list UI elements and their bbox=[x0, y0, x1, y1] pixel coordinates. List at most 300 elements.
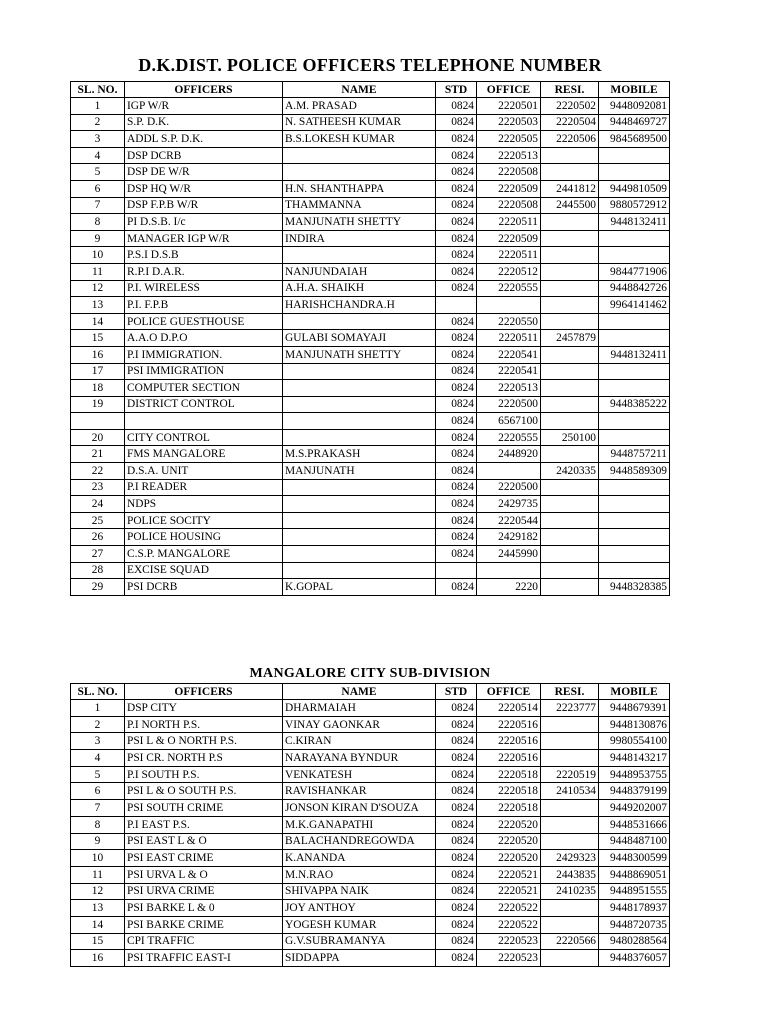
name-cell bbox=[283, 396, 436, 413]
name-cell: SIDDAPPA bbox=[283, 950, 436, 967]
page-title: D.K.DIST. POLICE OFFICERS TELEPHONE NUMBER bbox=[138, 55, 602, 75]
mobile-cell: 9448130876 bbox=[599, 716, 670, 733]
table-row bbox=[71, 263, 670, 280]
name-cell: M.N.RAO bbox=[283, 866, 436, 883]
std-cell: 0824 bbox=[436, 131, 477, 148]
resi-cell bbox=[541, 263, 599, 280]
column-header-sl-no: SL. NO. bbox=[71, 82, 125, 98]
mobile-cell bbox=[599, 512, 670, 529]
officer-cell: PSI TRAFFIC EAST-I bbox=[125, 950, 283, 967]
office-cell: 2220501 bbox=[477, 98, 541, 115]
office-cell: 2445990 bbox=[477, 546, 541, 563]
name-cell bbox=[283, 429, 436, 446]
office-cell: 2220522 bbox=[477, 900, 541, 917]
office-cell: 2220516 bbox=[477, 750, 541, 767]
resi-cell bbox=[541, 916, 599, 933]
officer-cell: DSP DE W/R bbox=[125, 164, 283, 181]
std-cell: 0824 bbox=[436, 529, 477, 546]
table-row bbox=[71, 147, 670, 164]
std-cell: 0824 bbox=[436, 247, 477, 264]
sl-no-cell: 16 bbox=[71, 346, 125, 363]
sl-no-cell: 10 bbox=[71, 247, 125, 264]
table-row bbox=[71, 933, 670, 950]
sl-no-cell: 17 bbox=[71, 363, 125, 380]
mobile-cell: 9448842726 bbox=[599, 280, 670, 297]
sl-no-cell: 6 bbox=[71, 783, 125, 800]
name-cell bbox=[283, 313, 436, 330]
name-cell: HARISHCHANDRA.H bbox=[283, 297, 436, 314]
table-row bbox=[71, 363, 670, 380]
office-cell: 2429182 bbox=[477, 529, 541, 546]
office-cell: 2220516 bbox=[477, 716, 541, 733]
officer-cell: FMS MANGALORE bbox=[125, 446, 283, 463]
officer-cell: POLICE GUESTHOUSE bbox=[125, 313, 283, 330]
resi-cell: 2429323 bbox=[541, 850, 599, 867]
office-cell: 2220550 bbox=[477, 313, 541, 330]
officer-cell: P.I IMMIGRATION. bbox=[125, 346, 283, 363]
resi-cell bbox=[541, 247, 599, 264]
sl-no-cell: 4 bbox=[71, 147, 125, 164]
std-cell: 0824 bbox=[436, 180, 477, 197]
std-cell: 0824 bbox=[436, 816, 477, 833]
officer-cell: PSI SOUTH CRIME bbox=[125, 800, 283, 817]
sl-no-cell: 1 bbox=[71, 98, 125, 115]
officer-cell: P.I. WIRELESS bbox=[125, 280, 283, 297]
resi-cell bbox=[541, 346, 599, 363]
resi-cell bbox=[541, 230, 599, 247]
table-header-row bbox=[71, 82, 670, 98]
mobile-cell bbox=[599, 363, 670, 380]
resi-cell: 2441812 bbox=[541, 180, 599, 197]
sl-no-cell: 19 bbox=[71, 396, 125, 413]
std-cell: 0824 bbox=[436, 330, 477, 347]
resi-cell: 2410534 bbox=[541, 783, 599, 800]
std-cell: 0824 bbox=[436, 463, 477, 480]
officer-cell: C.S.P. MANGALORE bbox=[125, 546, 283, 563]
column-header-officer: OFFICERS bbox=[125, 684, 283, 700]
officer-cell: PSI EAST L & O bbox=[125, 833, 283, 850]
mobile-cell: 9448487100 bbox=[599, 833, 670, 850]
officer-cell: A.A.O D.P.O bbox=[125, 330, 283, 347]
office-cell: 2220520 bbox=[477, 850, 541, 867]
name-cell: JONSON KIRAN D'SOUZA bbox=[283, 800, 436, 817]
mobile-cell: 9480288564 bbox=[599, 933, 670, 950]
office-cell: 2220514 bbox=[477, 700, 541, 717]
table-row bbox=[71, 164, 670, 181]
resi-cell bbox=[541, 297, 599, 314]
table-row bbox=[71, 850, 670, 867]
sl-no-cell: 15 bbox=[71, 330, 125, 347]
officer-cell: EXCISE SQUAD bbox=[125, 562, 283, 579]
sl-no-cell: 9 bbox=[71, 833, 125, 850]
name-cell: B.S.LOKESH KUMAR bbox=[283, 131, 436, 148]
officer-cell: PSI CR. NORTH P.S bbox=[125, 750, 283, 767]
resi-cell bbox=[541, 363, 599, 380]
sl-no-cell: 12 bbox=[71, 280, 125, 297]
officer-cell: P.I EAST P.S. bbox=[125, 816, 283, 833]
office-cell: 2220520 bbox=[477, 816, 541, 833]
name-cell: A.H.A. SHAIKH bbox=[283, 280, 436, 297]
mobile-cell bbox=[599, 546, 670, 563]
table-row bbox=[71, 214, 670, 231]
mobile-cell bbox=[599, 479, 670, 496]
mobile-cell bbox=[599, 164, 670, 181]
table-row bbox=[71, 446, 670, 463]
column-header-office: OFFICE bbox=[477, 684, 541, 700]
sl-no-cell: 22 bbox=[71, 463, 125, 480]
office-cell: 2220 bbox=[477, 579, 541, 596]
resi-cell bbox=[541, 716, 599, 733]
resi-cell bbox=[541, 562, 599, 579]
office-cell: 2220513 bbox=[477, 147, 541, 164]
name-cell: N. SATHEESH KUMAR bbox=[283, 114, 436, 131]
std-cell: 0824 bbox=[436, 197, 477, 214]
office-cell: 2220522 bbox=[477, 916, 541, 933]
officer-cell: PSI IMMIGRATION bbox=[125, 363, 283, 380]
officer-cell: PSI L & O SOUTH P.S. bbox=[125, 783, 283, 800]
std-cell: 0824 bbox=[436, 313, 477, 330]
sl-no-cell: 2 bbox=[71, 716, 125, 733]
std-cell: 0824 bbox=[436, 230, 477, 247]
std-cell: 0824 bbox=[436, 280, 477, 297]
table-row bbox=[71, 230, 670, 247]
sl-no-cell: 23 bbox=[71, 479, 125, 496]
office-cell: 2220555 bbox=[477, 429, 541, 446]
mobile-cell: 9880572912 bbox=[599, 197, 670, 214]
officer-cell: IGP W/R bbox=[125, 98, 283, 115]
sl-no-cell: 15 bbox=[71, 933, 125, 950]
table-row bbox=[71, 346, 670, 363]
mobile-cell: 9964141462 bbox=[599, 297, 670, 314]
name-cell bbox=[283, 147, 436, 164]
sl-no-cell: 27 bbox=[71, 546, 125, 563]
resi-cell bbox=[541, 512, 599, 529]
mobile-cell: 9448092081 bbox=[599, 98, 670, 115]
mobile-cell: 9448132411 bbox=[599, 214, 670, 231]
mobile-cell bbox=[599, 496, 670, 513]
table-row bbox=[71, 579, 670, 596]
std-cell: 0824 bbox=[436, 263, 477, 280]
mobile-cell: 9448132411 bbox=[599, 346, 670, 363]
resi-cell bbox=[541, 479, 599, 496]
table-row bbox=[71, 479, 670, 496]
officer-cell: DSP CITY bbox=[125, 700, 283, 717]
sl-no-cell: 11 bbox=[71, 866, 125, 883]
table-row bbox=[71, 900, 670, 917]
officer-cell: PSI BARKE L & 0 bbox=[125, 900, 283, 917]
office-cell: 2220511 bbox=[477, 214, 541, 231]
column-header-std: STD bbox=[436, 82, 477, 98]
sl-no-cell: 6 bbox=[71, 180, 125, 197]
office-cell: 2220505 bbox=[477, 131, 541, 148]
table-row bbox=[71, 297, 670, 314]
std-cell: 0824 bbox=[436, 716, 477, 733]
table-row bbox=[71, 833, 670, 850]
sl-no-cell: 8 bbox=[71, 816, 125, 833]
mobile-cell: 9448300599 bbox=[599, 850, 670, 867]
table-row bbox=[71, 380, 670, 397]
table-row bbox=[71, 783, 670, 800]
office-cell: 2220518 bbox=[477, 800, 541, 817]
section-title: MANGALORE CITY SUB-DIVISION bbox=[249, 666, 491, 681]
std-cell: 0824 bbox=[436, 900, 477, 917]
name-cell: K.ANANDA bbox=[283, 850, 436, 867]
officer-cell: PSI L & O NORTH P.S. bbox=[125, 733, 283, 750]
name-cell bbox=[283, 380, 436, 397]
office-cell: 2448920 bbox=[477, 446, 541, 463]
name-cell bbox=[283, 529, 436, 546]
mobile-cell: 9448757211 bbox=[599, 446, 670, 463]
sl-no-cell: 10 bbox=[71, 850, 125, 867]
officer-cell: S.P. D.K. bbox=[125, 114, 283, 131]
table-row bbox=[71, 247, 670, 264]
column-header-std: STD bbox=[436, 684, 477, 700]
std-cell: 0824 bbox=[436, 883, 477, 900]
resi-cell bbox=[541, 147, 599, 164]
officer-cell: PSI EAST CRIME bbox=[125, 850, 283, 867]
table-row bbox=[71, 716, 670, 733]
std-cell: 0824 bbox=[436, 546, 477, 563]
officer-cell: PSI URVA CRIME bbox=[125, 883, 283, 900]
office-cell: 2220509 bbox=[477, 230, 541, 247]
officers-phone-table bbox=[70, 81, 670, 596]
resi-cell: 2445500 bbox=[541, 197, 599, 214]
office-cell: 2220544 bbox=[477, 512, 541, 529]
resi-cell: 2223777 bbox=[541, 700, 599, 717]
std-cell: 0824 bbox=[436, 164, 477, 181]
officer-cell: P.S.I D.S.B bbox=[125, 247, 283, 264]
column-header-sl-no: SL. NO. bbox=[71, 684, 125, 700]
name-cell: NARAYANA BYNDUR bbox=[283, 750, 436, 767]
sl-no-cell: 3 bbox=[71, 733, 125, 750]
table-row bbox=[71, 816, 670, 833]
name-cell bbox=[283, 363, 436, 380]
std-cell: 0824 bbox=[436, 114, 477, 131]
std-cell: 0824 bbox=[436, 346, 477, 363]
resi-cell: 2220506 bbox=[541, 131, 599, 148]
std-cell: 0824 bbox=[436, 800, 477, 817]
column-header-mobile: MOBILE bbox=[599, 684, 670, 700]
officer-cell: P.I SOUTH P.S. bbox=[125, 766, 283, 783]
std-cell: 0824 bbox=[436, 700, 477, 717]
name-cell: M.K.GANAPATHI bbox=[283, 816, 436, 833]
mobile-cell: 9448178937 bbox=[599, 900, 670, 917]
resi-cell bbox=[541, 396, 599, 413]
resi-cell bbox=[541, 529, 599, 546]
office-cell: 2220520 bbox=[477, 833, 541, 850]
resi-cell bbox=[541, 313, 599, 330]
officer-cell: COMPUTER SECTION bbox=[125, 380, 283, 397]
column-header-resi: RESI. bbox=[541, 82, 599, 98]
name-cell: H.N. SHANTHAPPA bbox=[283, 180, 436, 197]
std-cell: 0824 bbox=[436, 750, 477, 767]
mobile-cell: 9449810509 bbox=[599, 180, 670, 197]
officer-cell: POLICE HOUSING bbox=[125, 529, 283, 546]
std-cell: 0824 bbox=[436, 380, 477, 397]
name-cell bbox=[283, 247, 436, 264]
resi-cell bbox=[541, 833, 599, 850]
std-cell: 0824 bbox=[436, 396, 477, 413]
office-cell: 2220509 bbox=[477, 180, 541, 197]
std-cell: 0824 bbox=[436, 850, 477, 867]
mobile-cell bbox=[599, 429, 670, 446]
office-cell: 2220508 bbox=[477, 197, 541, 214]
officer-cell: PSI DCRB bbox=[125, 579, 283, 596]
mobile-cell: 9448328385 bbox=[599, 579, 670, 596]
resi-cell: 2443835 bbox=[541, 866, 599, 883]
name-cell: VINAY GAONKAR bbox=[283, 716, 436, 733]
column-header-office: OFFICE bbox=[477, 82, 541, 98]
resi-cell: 2220566 bbox=[541, 933, 599, 950]
table-row bbox=[71, 700, 670, 717]
std-cell: 0824 bbox=[436, 98, 477, 115]
office-cell: 2220500 bbox=[477, 479, 541, 496]
table-row bbox=[71, 313, 670, 330]
name-cell: VENKATESH bbox=[283, 766, 436, 783]
std-cell: 0824 bbox=[436, 866, 477, 883]
officer-cell bbox=[125, 413, 283, 430]
officer-cell: DSP F.P.B W/R bbox=[125, 197, 283, 214]
mobile-cell: 9845689500 bbox=[599, 131, 670, 148]
office-cell: 2220541 bbox=[477, 346, 541, 363]
std-cell: 0824 bbox=[436, 512, 477, 529]
mobile-cell: 9980554100 bbox=[599, 733, 670, 750]
mobile-cell bbox=[599, 230, 670, 247]
table-row bbox=[71, 883, 670, 900]
mobile-cell bbox=[599, 330, 670, 347]
office-cell: 2220518 bbox=[477, 783, 541, 800]
mobile-cell: 9448376057 bbox=[599, 950, 670, 967]
office-cell: 2220521 bbox=[477, 866, 541, 883]
officer-cell: DSP DCRB bbox=[125, 147, 283, 164]
table-row bbox=[71, 950, 670, 967]
name-cell bbox=[283, 512, 436, 529]
name-cell: NANJUNDAIAH bbox=[283, 263, 436, 280]
resi-cell bbox=[541, 164, 599, 181]
officer-cell: P.I READER bbox=[125, 479, 283, 496]
name-cell: SHIVAPPA NAIK bbox=[283, 883, 436, 900]
name-cell: A.M. PRASAD bbox=[283, 98, 436, 115]
officer-cell: P.I. F.P.B bbox=[125, 297, 283, 314]
table-row bbox=[71, 733, 670, 750]
column-header-name: NAME bbox=[283, 82, 436, 98]
resi-cell bbox=[541, 733, 599, 750]
name-cell: G.V.SUBRAMANYA bbox=[283, 933, 436, 950]
std-cell: 0824 bbox=[436, 950, 477, 967]
std-cell: 0824 bbox=[436, 733, 477, 750]
mobile-cell bbox=[599, 380, 670, 397]
std-cell bbox=[436, 297, 477, 314]
sl-no-cell: 21 bbox=[71, 446, 125, 463]
sl-no-cell: 5 bbox=[71, 766, 125, 783]
column-header-mobile: MOBILE bbox=[599, 82, 670, 98]
office-cell: 2220523 bbox=[477, 933, 541, 950]
sl-no-cell: 16 bbox=[71, 950, 125, 967]
sl-no-cell: 11 bbox=[71, 263, 125, 280]
sl-no-cell: 28 bbox=[71, 562, 125, 579]
name-cell: JOY ANTHOY bbox=[283, 900, 436, 917]
table-row bbox=[71, 546, 670, 563]
office-cell: 2220500 bbox=[477, 396, 541, 413]
name-cell: C.KIRAN bbox=[283, 733, 436, 750]
table-row bbox=[71, 866, 670, 883]
table-row bbox=[71, 429, 670, 446]
table-row bbox=[71, 114, 670, 131]
mobile-cell: 9448951555 bbox=[599, 883, 670, 900]
office-cell bbox=[477, 562, 541, 579]
resi-cell: 2457879 bbox=[541, 330, 599, 347]
office-cell: 2429735 bbox=[477, 496, 541, 513]
sl-no-cell: 7 bbox=[71, 800, 125, 817]
office-cell: 6567100 bbox=[477, 413, 541, 430]
sl-no-cell: 1 bbox=[71, 700, 125, 717]
officer-cell: PSI URVA L & O bbox=[125, 866, 283, 883]
column-header-resi: RESI. bbox=[541, 684, 599, 700]
officer-cell: R.P.I D.A.R. bbox=[125, 263, 283, 280]
office-cell: 2220523 bbox=[477, 950, 541, 967]
name-cell: BALACHANDREGOWDA bbox=[283, 833, 436, 850]
std-cell: 0824 bbox=[436, 579, 477, 596]
mobile-cell: 9448869051 bbox=[599, 866, 670, 883]
sl-no-cell: 25 bbox=[71, 512, 125, 529]
resi-cell bbox=[541, 413, 599, 430]
sl-no-cell: 13 bbox=[71, 900, 125, 917]
mobile-cell: 9448385222 bbox=[599, 396, 670, 413]
office-cell: 2220512 bbox=[477, 263, 541, 280]
table-row bbox=[71, 750, 670, 767]
name-cell: MANJUNATH SHETTY bbox=[283, 214, 436, 231]
officer-cell: P.I NORTH P.S. bbox=[125, 716, 283, 733]
mobile-cell bbox=[599, 562, 670, 579]
officer-cell: PI D.S.B. I/c bbox=[125, 214, 283, 231]
table-row bbox=[71, 396, 670, 413]
resi-cell bbox=[541, 214, 599, 231]
std-cell: 0824 bbox=[436, 833, 477, 850]
officer-cell: D.S.A. UNIT bbox=[125, 463, 283, 480]
std-cell: 0824 bbox=[436, 446, 477, 463]
sl-no-cell: 8 bbox=[71, 214, 125, 231]
office-cell bbox=[477, 463, 541, 480]
resi-cell bbox=[541, 496, 599, 513]
resi-cell bbox=[541, 546, 599, 563]
resi-cell bbox=[541, 579, 599, 596]
std-cell: 0824 bbox=[436, 429, 477, 446]
sl-no-cell: 7 bbox=[71, 197, 125, 214]
std-cell: 0824 bbox=[436, 363, 477, 380]
mobile-cell bbox=[599, 529, 670, 546]
officer-cell: CITY CONTROL bbox=[125, 429, 283, 446]
mobile-cell bbox=[599, 247, 670, 264]
resi-cell bbox=[541, 280, 599, 297]
std-cell: 0824 bbox=[436, 214, 477, 231]
table-row bbox=[71, 197, 670, 214]
resi-cell bbox=[541, 816, 599, 833]
resi-cell bbox=[541, 900, 599, 917]
resi-cell bbox=[541, 380, 599, 397]
mobile-cell: 9448469727 bbox=[599, 114, 670, 131]
office-cell: 2220513 bbox=[477, 380, 541, 397]
sl-no-cell: 2 bbox=[71, 114, 125, 131]
mobile-cell: 9844771906 bbox=[599, 263, 670, 280]
mobile-cell: 9448679391 bbox=[599, 700, 670, 717]
office-cell: 2220511 bbox=[477, 330, 541, 347]
officer-cell: ADDL S.P. D.K. bbox=[125, 131, 283, 148]
mobile-cell: 9448953755 bbox=[599, 766, 670, 783]
mobile-cell: 9448720735 bbox=[599, 916, 670, 933]
name-cell bbox=[283, 413, 436, 430]
table-row bbox=[71, 512, 670, 529]
officer-cell: DSP HQ W/R bbox=[125, 180, 283, 197]
